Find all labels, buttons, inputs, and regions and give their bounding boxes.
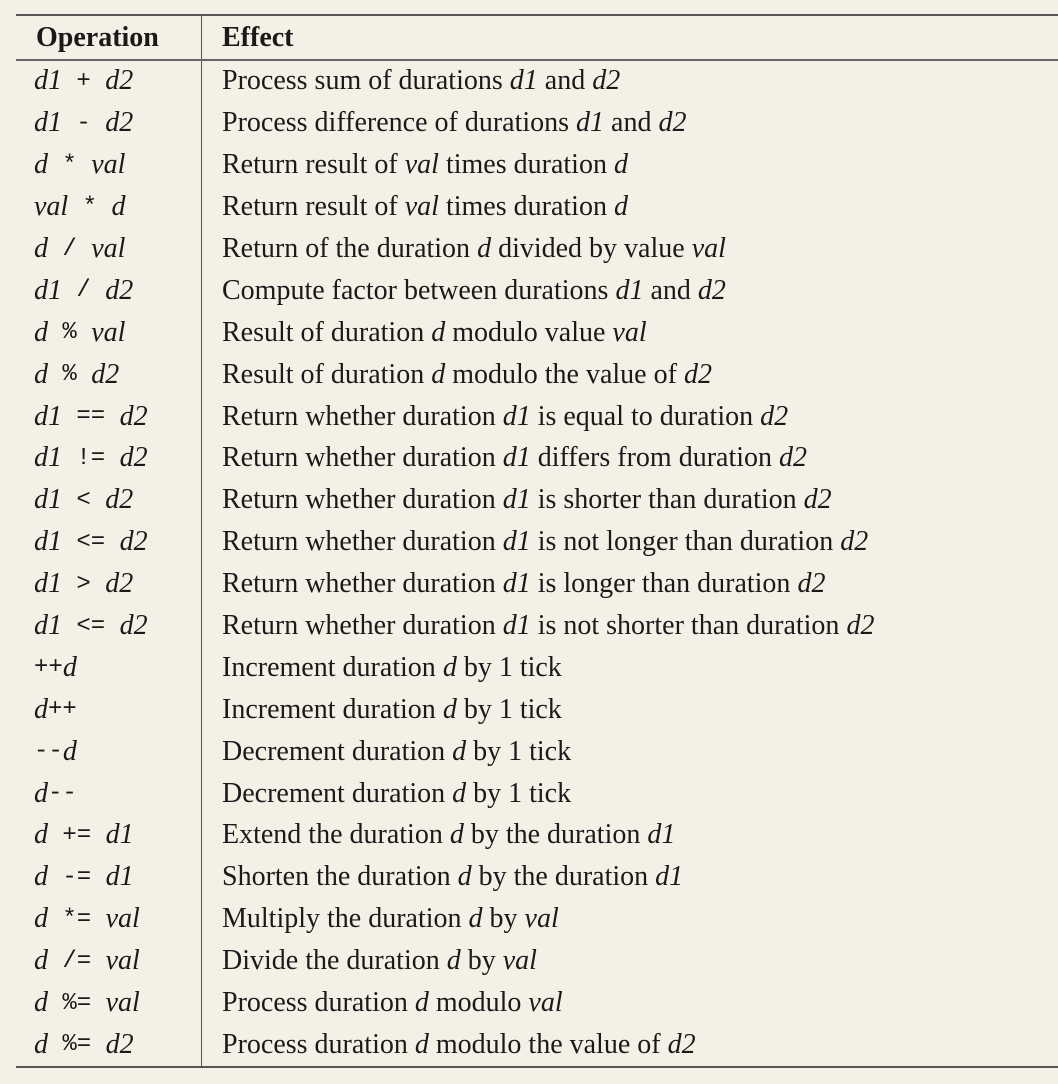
operation-segment: d2 [119, 400, 148, 432]
operation-segment: % [48, 319, 92, 347]
effect-segment: d2 [840, 526, 869, 558]
effect-segment: d2 [658, 107, 687, 139]
table-row [16, 940, 1058, 982]
header-operation: Operation [16, 16, 202, 59]
effect-segment: d1 [502, 400, 531, 432]
effect-segment: d1 [502, 568, 531, 600]
effect-segment: d [442, 651, 457, 683]
operation-segment: ++ [48, 696, 77, 724]
effect-segment: modulo the value of [445, 358, 684, 390]
effect-segment: Increment duration [222, 651, 443, 683]
effect-cell [202, 856, 683, 898]
header-effect: Effect [222, 21, 294, 53]
effect-segment: d2 [846, 610, 875, 642]
table-row [16, 438, 1058, 480]
operation-segment: == [62, 403, 120, 431]
operation-segment: val [91, 149, 126, 181]
effect-segment: d [452, 777, 467, 809]
table-row [16, 228, 1058, 270]
operation-cell [16, 186, 202, 228]
operation-cell [16, 521, 202, 563]
operation-cell [16, 144, 202, 186]
effect-segment: d [452, 735, 467, 767]
effect-segment: Return result of [222, 149, 405, 181]
effect-segment: by [482, 903, 525, 935]
effect-cell [202, 982, 563, 1024]
effect-cell [202, 144, 628, 186]
effect-segment: by 1 tick [456, 651, 562, 683]
operation-segment: d [62, 735, 77, 767]
operation-segment: -= [48, 863, 106, 891]
operation-segment: d [34, 233, 48, 264]
effect-segment: d [442, 693, 457, 725]
effect-segment: d1 [509, 65, 538, 97]
effect-cell [202, 773, 571, 815]
effect-segment: d2 [803, 484, 832, 516]
operation-cell [16, 815, 202, 857]
effect-segment: Result of duration [222, 316, 432, 348]
table-row [16, 898, 1058, 940]
effect-segment: by the duration [471, 861, 656, 893]
effect-cell [202, 228, 726, 270]
operation-segment: d2 [105, 107, 134, 139]
effect-segment: Return whether duration [222, 610, 503, 642]
effect-segment: d2 [797, 568, 826, 600]
table-body [16, 61, 1058, 1066]
operation-cell [16, 647, 202, 689]
effect-cell [202, 731, 571, 773]
effect-segment: d1 [502, 610, 531, 642]
effect-segment: is longer than duration [530, 568, 798, 600]
effect-segment: Multiply the duration [222, 903, 469, 935]
bottom-rule [16, 1066, 1058, 1068]
effect-segment: modulo value [445, 316, 613, 348]
operation-cell [16, 438, 202, 480]
operation-segment: d [34, 903, 48, 935]
table-row [16, 186, 1058, 228]
effect-segment: Return whether duration [222, 400, 503, 432]
effect-segment: is shorter than duration [530, 484, 804, 516]
operation-segment: -- [48, 780, 77, 808]
operation-segment: / [62, 277, 106, 305]
effect-segment: d2 [779, 442, 808, 474]
table-header [16, 16, 1058, 59]
operation-cell [16, 270, 202, 312]
effect-segment: by [460, 945, 503, 977]
operation-segment: d [34, 819, 48, 851]
effect-cell [202, 312, 647, 354]
operation-segment: val [91, 233, 126, 264]
effect-cell [202, 689, 562, 731]
effect-segment: Process sum of durations [222, 65, 510, 97]
operation-cell [16, 856, 202, 898]
effect-segment: d2 [683, 358, 712, 390]
effect-cell [202, 605, 874, 647]
operation-segment: - [62, 109, 106, 137]
operation-segment: d1 [105, 861, 134, 893]
operation-segment: d1 [34, 442, 62, 474]
operation-segment: d1 [34, 65, 62, 97]
operation-cell [16, 731, 202, 773]
effect-segment: is equal to duration [530, 400, 761, 432]
effect-segment: Return result of [222, 191, 405, 223]
operation-segment: d2 [119, 442, 148, 474]
effect-cell [202, 1024, 696, 1066]
effect-segment: d [457, 861, 472, 893]
operation-segment: -- [34, 738, 63, 766]
effect-segment: d [449, 819, 464, 851]
operation-cell [16, 312, 202, 354]
table-row [16, 312, 1058, 354]
effect-cell [202, 647, 562, 689]
table-row [16, 61, 1058, 103]
effect-cell [202, 521, 868, 563]
operation-segment: d2 [105, 484, 134, 516]
effect-segment: by 1 tick [466, 735, 572, 767]
table-row [16, 689, 1058, 731]
effect-cell [202, 186, 628, 228]
effect-cell [202, 61, 620, 103]
effect-segment: d [468, 903, 483, 935]
operation-cell [16, 396, 202, 438]
effect-segment: Process difference of durations [222, 107, 577, 139]
operation-segment: d [34, 358, 48, 390]
effect-cell [202, 479, 832, 521]
operation-cell [16, 982, 202, 1024]
operation-cell [16, 228, 202, 270]
table-row [16, 1024, 1058, 1066]
effect-cell [202, 815, 675, 857]
operation-segment: /= [48, 947, 106, 975]
operation-segment: val [34, 191, 69, 223]
operation-segment: d2 [105, 274, 134, 306]
effect-segment: val [612, 316, 647, 348]
operation-segment: d [34, 149, 48, 181]
operation-segment: d [34, 693, 48, 725]
operation-segment: d1 [34, 107, 62, 139]
effect-segment: Return whether duration [222, 484, 503, 516]
effect-segment: Decrement duration [222, 777, 453, 809]
effect-segment: by 1 tick [466, 777, 572, 809]
table-row [16, 647, 1058, 689]
effect-segment: Return whether duration [222, 442, 503, 474]
effect-segment: val [528, 987, 563, 1019]
operation-segment: <= [62, 612, 120, 640]
operation-cell [16, 563, 202, 605]
effect-segment: Return whether duration [222, 526, 503, 558]
operation-segment: d1 [34, 274, 62, 306]
effect-segment: d1 [502, 484, 531, 516]
effect-segment: times duration [438, 149, 614, 181]
operation-segment: < [62, 486, 106, 514]
effect-segment: is not longer than duration [530, 526, 841, 558]
effect-segment: is not shorter than duration [530, 610, 847, 642]
effect-cell [202, 898, 559, 940]
effect-segment: d [431, 358, 446, 390]
effect-segment: Result of duration [222, 358, 432, 390]
effect-segment: d1 [615, 274, 644, 306]
operation-cell [16, 773, 202, 815]
operation-segment: d1 [34, 610, 62, 642]
operation-segment: val [105, 987, 140, 1019]
effect-segment: d [613, 191, 628, 223]
operation-segment: d [34, 777, 48, 809]
operation-segment: d1 [34, 568, 62, 600]
operation-cell [16, 605, 202, 647]
operation-segment: d [111, 191, 126, 223]
operation-cell [16, 479, 202, 521]
operation-segment: != [62, 444, 120, 472]
operation-segment: <= [62, 528, 120, 556]
effect-cell [202, 940, 537, 982]
operation-segment: d [34, 316, 48, 348]
operation-segment: += [48, 821, 106, 849]
effect-segment: Divide the duration [222, 945, 447, 977]
operation-segment: d [34, 987, 48, 1019]
operation-segment: / [48, 235, 92, 263]
operation-segment: d1 [105, 819, 134, 851]
effect-segment: val [404, 191, 439, 223]
operation-cell [16, 898, 202, 940]
effect-segment: d1 [502, 442, 531, 474]
operation-segment: d [34, 1028, 48, 1060]
operation-segment: d2 [119, 610, 148, 642]
operation-segment: %= [48, 989, 106, 1017]
effect-cell [202, 438, 807, 480]
operation-cell [16, 1024, 202, 1066]
operation-segment: d [34, 861, 48, 893]
operation-segment: % [48, 361, 92, 389]
effect-segment: differs from duration [530, 442, 780, 474]
effect-segment: modulo [428, 987, 529, 1019]
table-row [16, 815, 1058, 857]
operation-segment: + [62, 67, 106, 95]
effect-segment: Compute factor between durations [222, 274, 616, 306]
effect-segment: d1 [655, 861, 684, 893]
operation-segment: ++ [34, 654, 63, 682]
effect-segment: d1 [576, 107, 605, 139]
effect-segment: val [502, 945, 537, 977]
operation-cell [16, 940, 202, 982]
effect-segment: d2 [667, 1028, 696, 1060]
operation-cell [16, 354, 202, 396]
effect-segment: Decrement duration [222, 735, 453, 767]
operation-segment: d1 [34, 526, 62, 558]
effect-segment: Shorten the duration [222, 861, 458, 893]
effect-segment: times duration [438, 191, 614, 223]
effect-segment: d1 [647, 819, 676, 851]
operation-segment: d2 [105, 1028, 134, 1060]
effect-segment: d [477, 233, 492, 264]
table-row [16, 563, 1058, 605]
operation-segment: d1 [34, 484, 62, 516]
effect-segment: and [537, 65, 593, 97]
effect-segment: and [604, 107, 659, 139]
effect-segment: Extend the duration [222, 819, 450, 851]
effect-cell [202, 270, 726, 312]
effect-segment: Return of the duration [222, 233, 478, 264]
effect-segment: d1 [502, 526, 531, 558]
table-row [16, 856, 1058, 898]
effect-segment: d [414, 1028, 429, 1060]
operation-segment: d [62, 651, 77, 683]
effect-segment: val [524, 903, 559, 935]
effect-cell [202, 102, 686, 144]
effect-segment: modulo the value of [428, 1028, 668, 1060]
operation-segment: val [105, 903, 140, 935]
operation-segment: * [68, 193, 112, 221]
effect-segment: Increment duration [222, 693, 443, 725]
table-row [16, 731, 1058, 773]
table-row [16, 354, 1058, 396]
table-row [16, 479, 1058, 521]
operation-segment: *= [48, 905, 106, 933]
operation-segment: d2 [105, 65, 134, 97]
effect-segment: Process duration [222, 987, 415, 1019]
duration-operations-table [16, 14, 1058, 1068]
table-row [16, 102, 1058, 144]
operation-segment: > [62, 570, 106, 598]
table-row [16, 521, 1058, 563]
operation-segment: d2 [91, 358, 120, 390]
effect-segment: d [414, 987, 429, 1019]
effect-segment: by the duration [463, 819, 648, 851]
operation-segment: %= [48, 1031, 106, 1059]
effect-segment: d [446, 945, 461, 977]
operation-cell [16, 689, 202, 731]
operation-segment: d2 [119, 526, 148, 558]
operation-segment: d [34, 945, 48, 977]
operation-segment: val [105, 945, 140, 977]
effect-segment: val [691, 233, 726, 264]
table-row [16, 773, 1058, 815]
table-row [16, 982, 1058, 1024]
effect-cell [202, 396, 788, 438]
effect-segment: Return whether duration [222, 568, 503, 600]
operation-segment: d1 [34, 400, 62, 432]
table-row [16, 270, 1058, 312]
table-row [16, 605, 1058, 647]
effect-segment: Process duration [222, 1028, 415, 1060]
effect-segment: and [643, 274, 698, 306]
effect-segment: d [431, 316, 446, 348]
effect-cell [202, 563, 825, 605]
operation-segment: val [91, 316, 126, 348]
effect-segment: divided by value [491, 233, 692, 264]
effect-cell [202, 354, 712, 396]
effect-segment: d2 [592, 65, 621, 97]
effect-segment: by 1 tick [456, 693, 562, 725]
operation-segment: * [48, 151, 92, 179]
table-row [16, 144, 1058, 186]
effect-segment: d2 [697, 274, 726, 306]
effect-segment: d2 [760, 400, 789, 432]
table-row [16, 396, 1058, 438]
effect-segment: val [404, 149, 439, 181]
effect-segment: d [613, 149, 628, 181]
operation-cell [16, 102, 202, 144]
operation-cell [16, 61, 202, 103]
operation-segment: d2 [105, 568, 134, 600]
